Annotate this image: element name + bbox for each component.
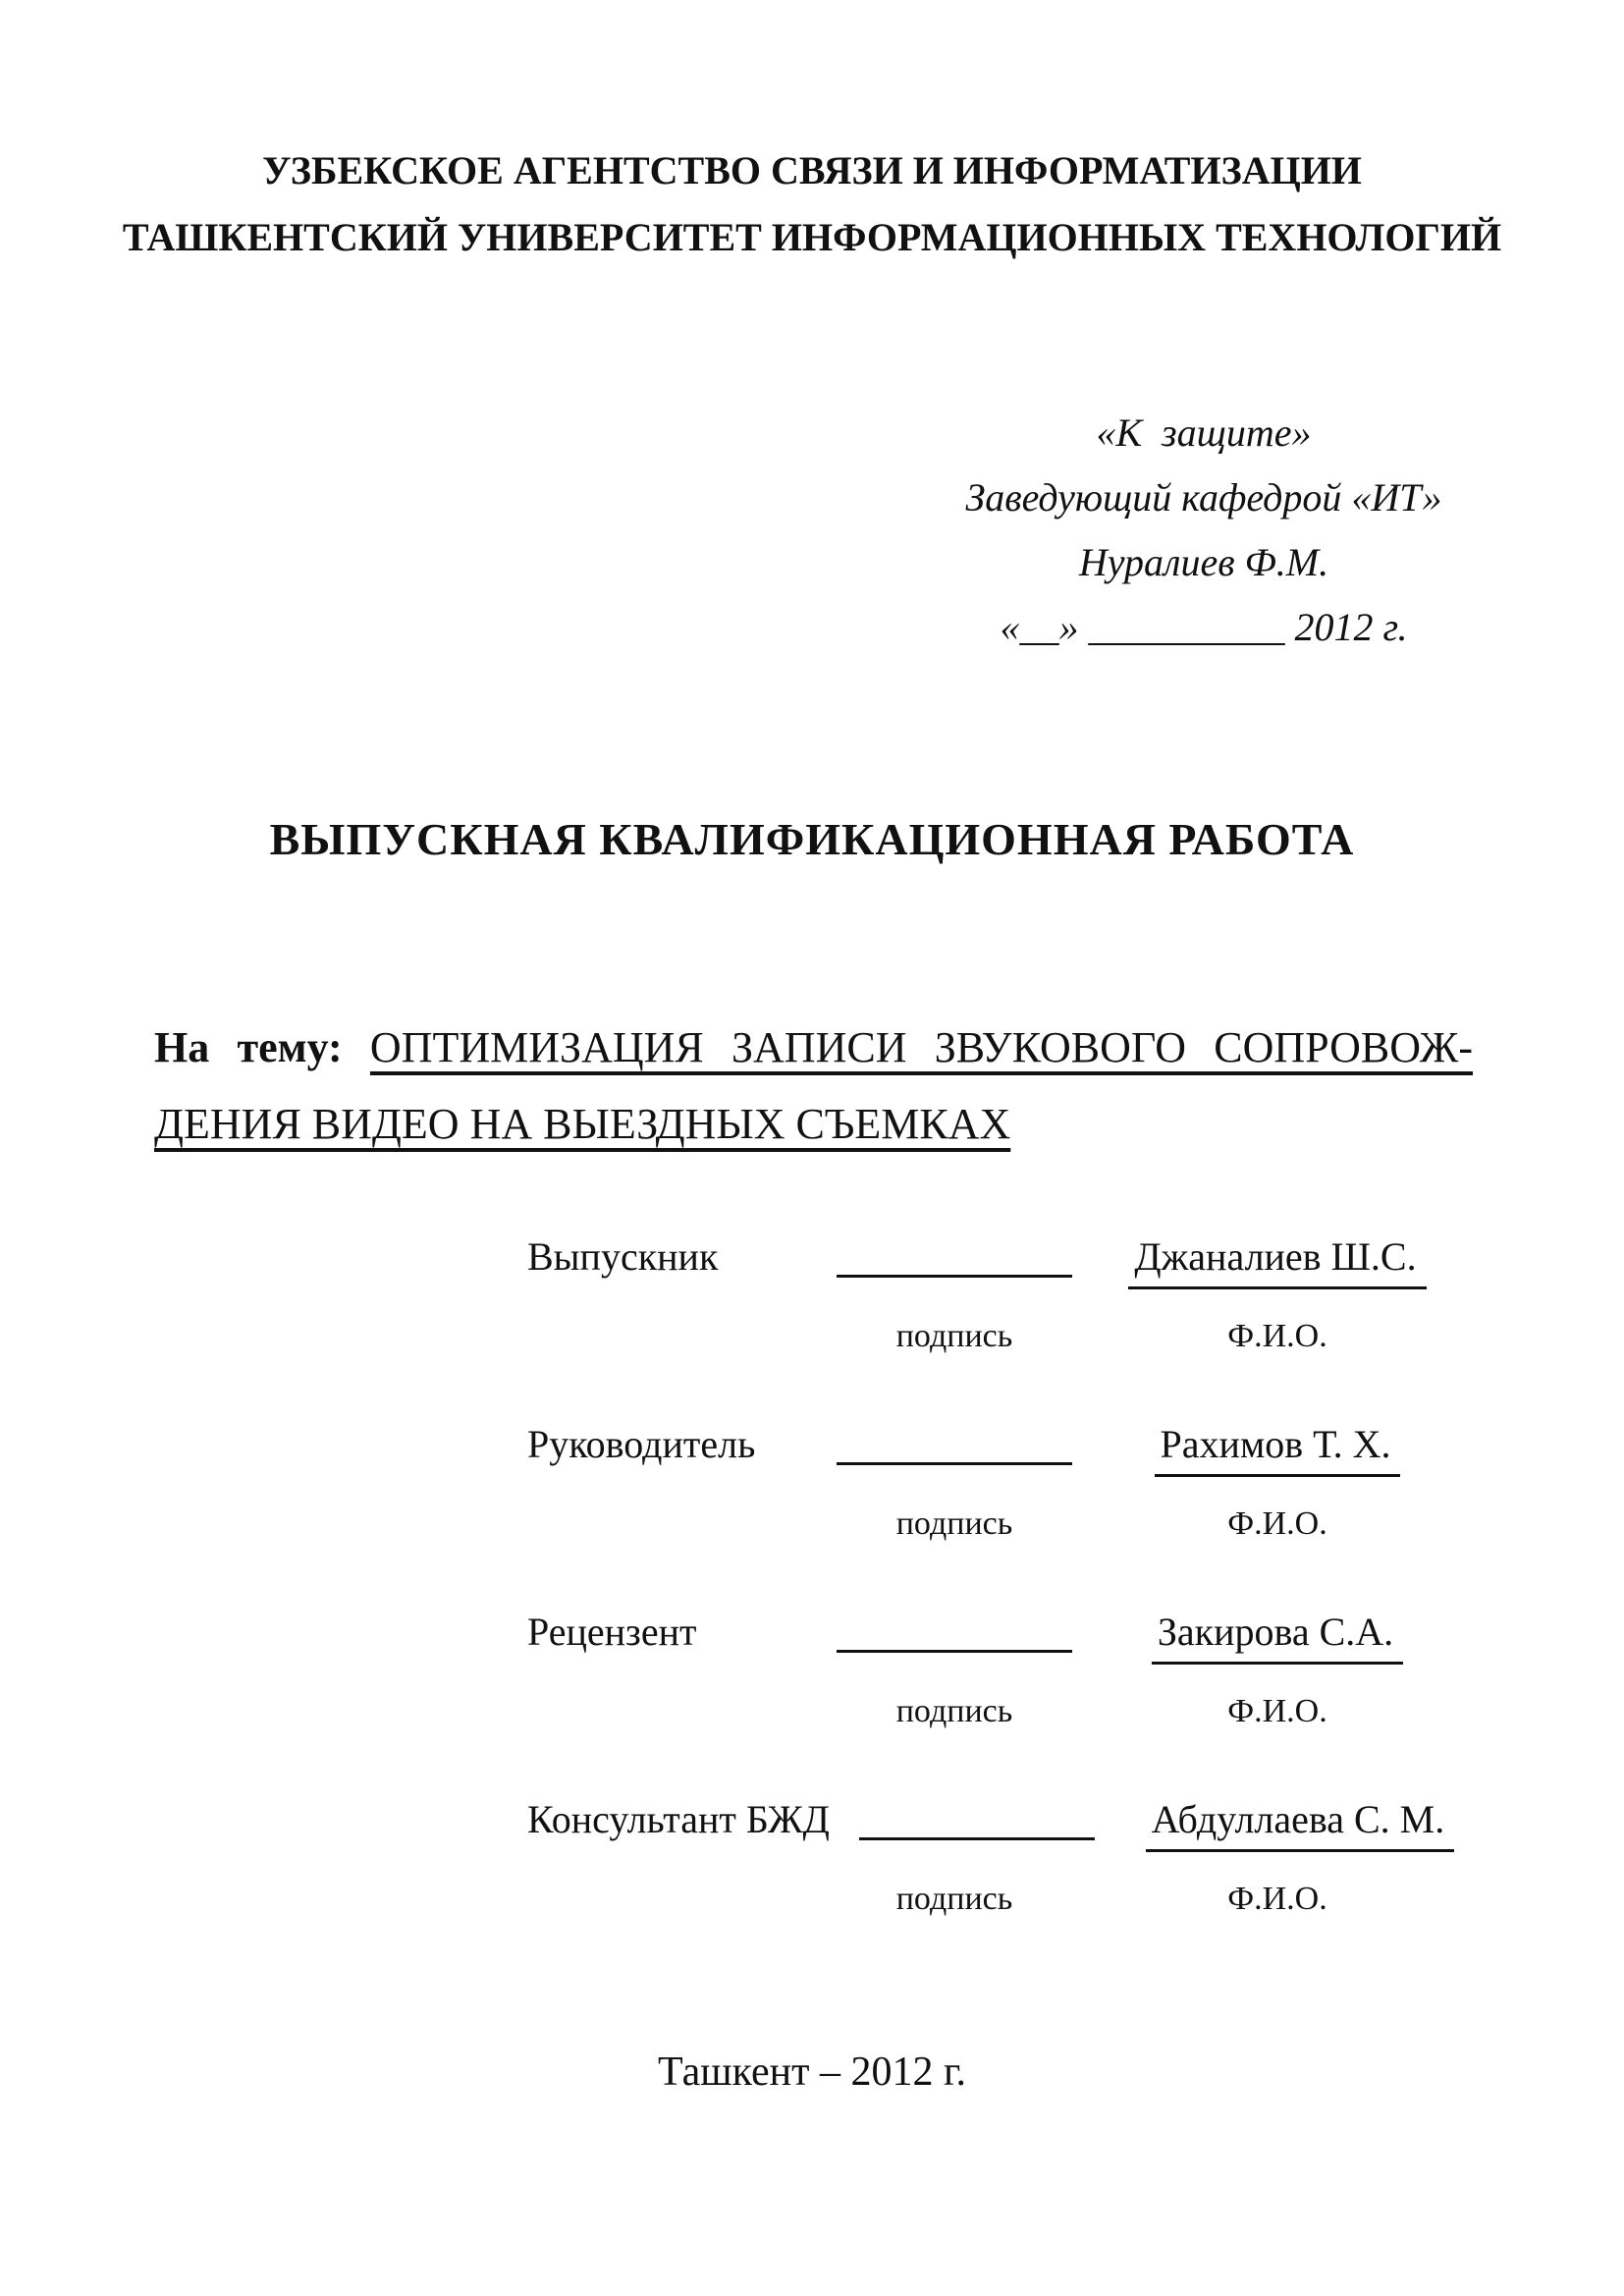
- topic-label: На тему:: [154, 1023, 343, 1071]
- signature-row: [527, 1233, 1506, 1358]
- organization-header: [0, 137, 1624, 271]
- name-caption: Ф.И.О.: [1227, 1318, 1327, 1354]
- role-label: Руководитель: [527, 1422, 756, 1466]
- signature-caption: подпись: [895, 1318, 1013, 1354]
- person-name: Рахимов Т. Х.: [1155, 1421, 1401, 1477]
- city-year-footer: Ташкент – 2012 г.: [658, 2050, 966, 2095]
- approval-block: [933, 401, 1475, 660]
- signature-table: [527, 1233, 1506, 1984]
- role-label: Выпускник: [527, 1234, 719, 1279]
- topic-line-2: [154, 1086, 1473, 1163]
- role-label: Рецензент: [527, 1610, 697, 1654]
- signature-row: [527, 1609, 1506, 1733]
- work-title: ВЫПУСКНАЯ КВАЛИФИКАЦИОННАЯ РАБОТА: [269, 814, 1355, 864]
- signature-caption: подпись: [895, 1881, 1013, 1917]
- approval-stamp: «К защите»: [1096, 410, 1312, 455]
- signature-caption: подпись: [895, 1505, 1013, 1542]
- signature-blank-line: [859, 1837, 1095, 1840]
- topic-text-line-1: ОПТИМИЗАЦИЯ ЗАПИСИ ЗВУКОВОГО СОПРОВОЖ-: [369, 1023, 1474, 1071]
- signature-blank-line: [837, 1650, 1072, 1653]
- approval-date-line: «__» __________ 2012 г.: [1000, 605, 1408, 649]
- name-caption: Ф.И.О.: [1227, 1505, 1327, 1542]
- name-caption: Ф.И.О.: [1227, 1881, 1327, 1917]
- signature-blank-line: [837, 1462, 1072, 1465]
- topic-block: [154, 1010, 1473, 1163]
- name-caption: Ф.И.О.: [1227, 1693, 1327, 1729]
- signature-caption: подпись: [895, 1693, 1013, 1729]
- university-name: ТАШКЕНТСКИЙ УНИВЕРСИТЕТ ИНФОРМАЦИОННЫХ ТЕХНОЛОГИЙ: [122, 215, 1502, 259]
- person-name: Джаналиев Ш.С.: [1128, 1233, 1426, 1289]
- signature-row: [527, 1421, 1506, 1546]
- approval-head-name: Нуралиев Ф.М.: [1078, 540, 1329, 584]
- topic-line-1: [154, 1010, 1473, 1086]
- signature-blank-line: [837, 1275, 1072, 1278]
- topic-text-line-2: ДЕНИЯ ВИДЕО НА ВЫЕЗДНЫХ СЪЕМКАХ: [154, 1100, 1011, 1148]
- person-name: Абдуллаева С. М.: [1146, 1796, 1455, 1852]
- role-label: Консультант БЖД: [527, 1797, 830, 1841]
- person-name: Закирова С.А.: [1152, 1609, 1403, 1665]
- signature-row: [527, 1796, 1506, 1921]
- approval-position: Заведующий кафедрой «ИТ»: [965, 475, 1442, 519]
- agency-name: УЗБЕКСКОЕ АГЕНТСТВО СВЯЗИ И ИНФОРМАТИЗАЦИИ: [262, 148, 1362, 192]
